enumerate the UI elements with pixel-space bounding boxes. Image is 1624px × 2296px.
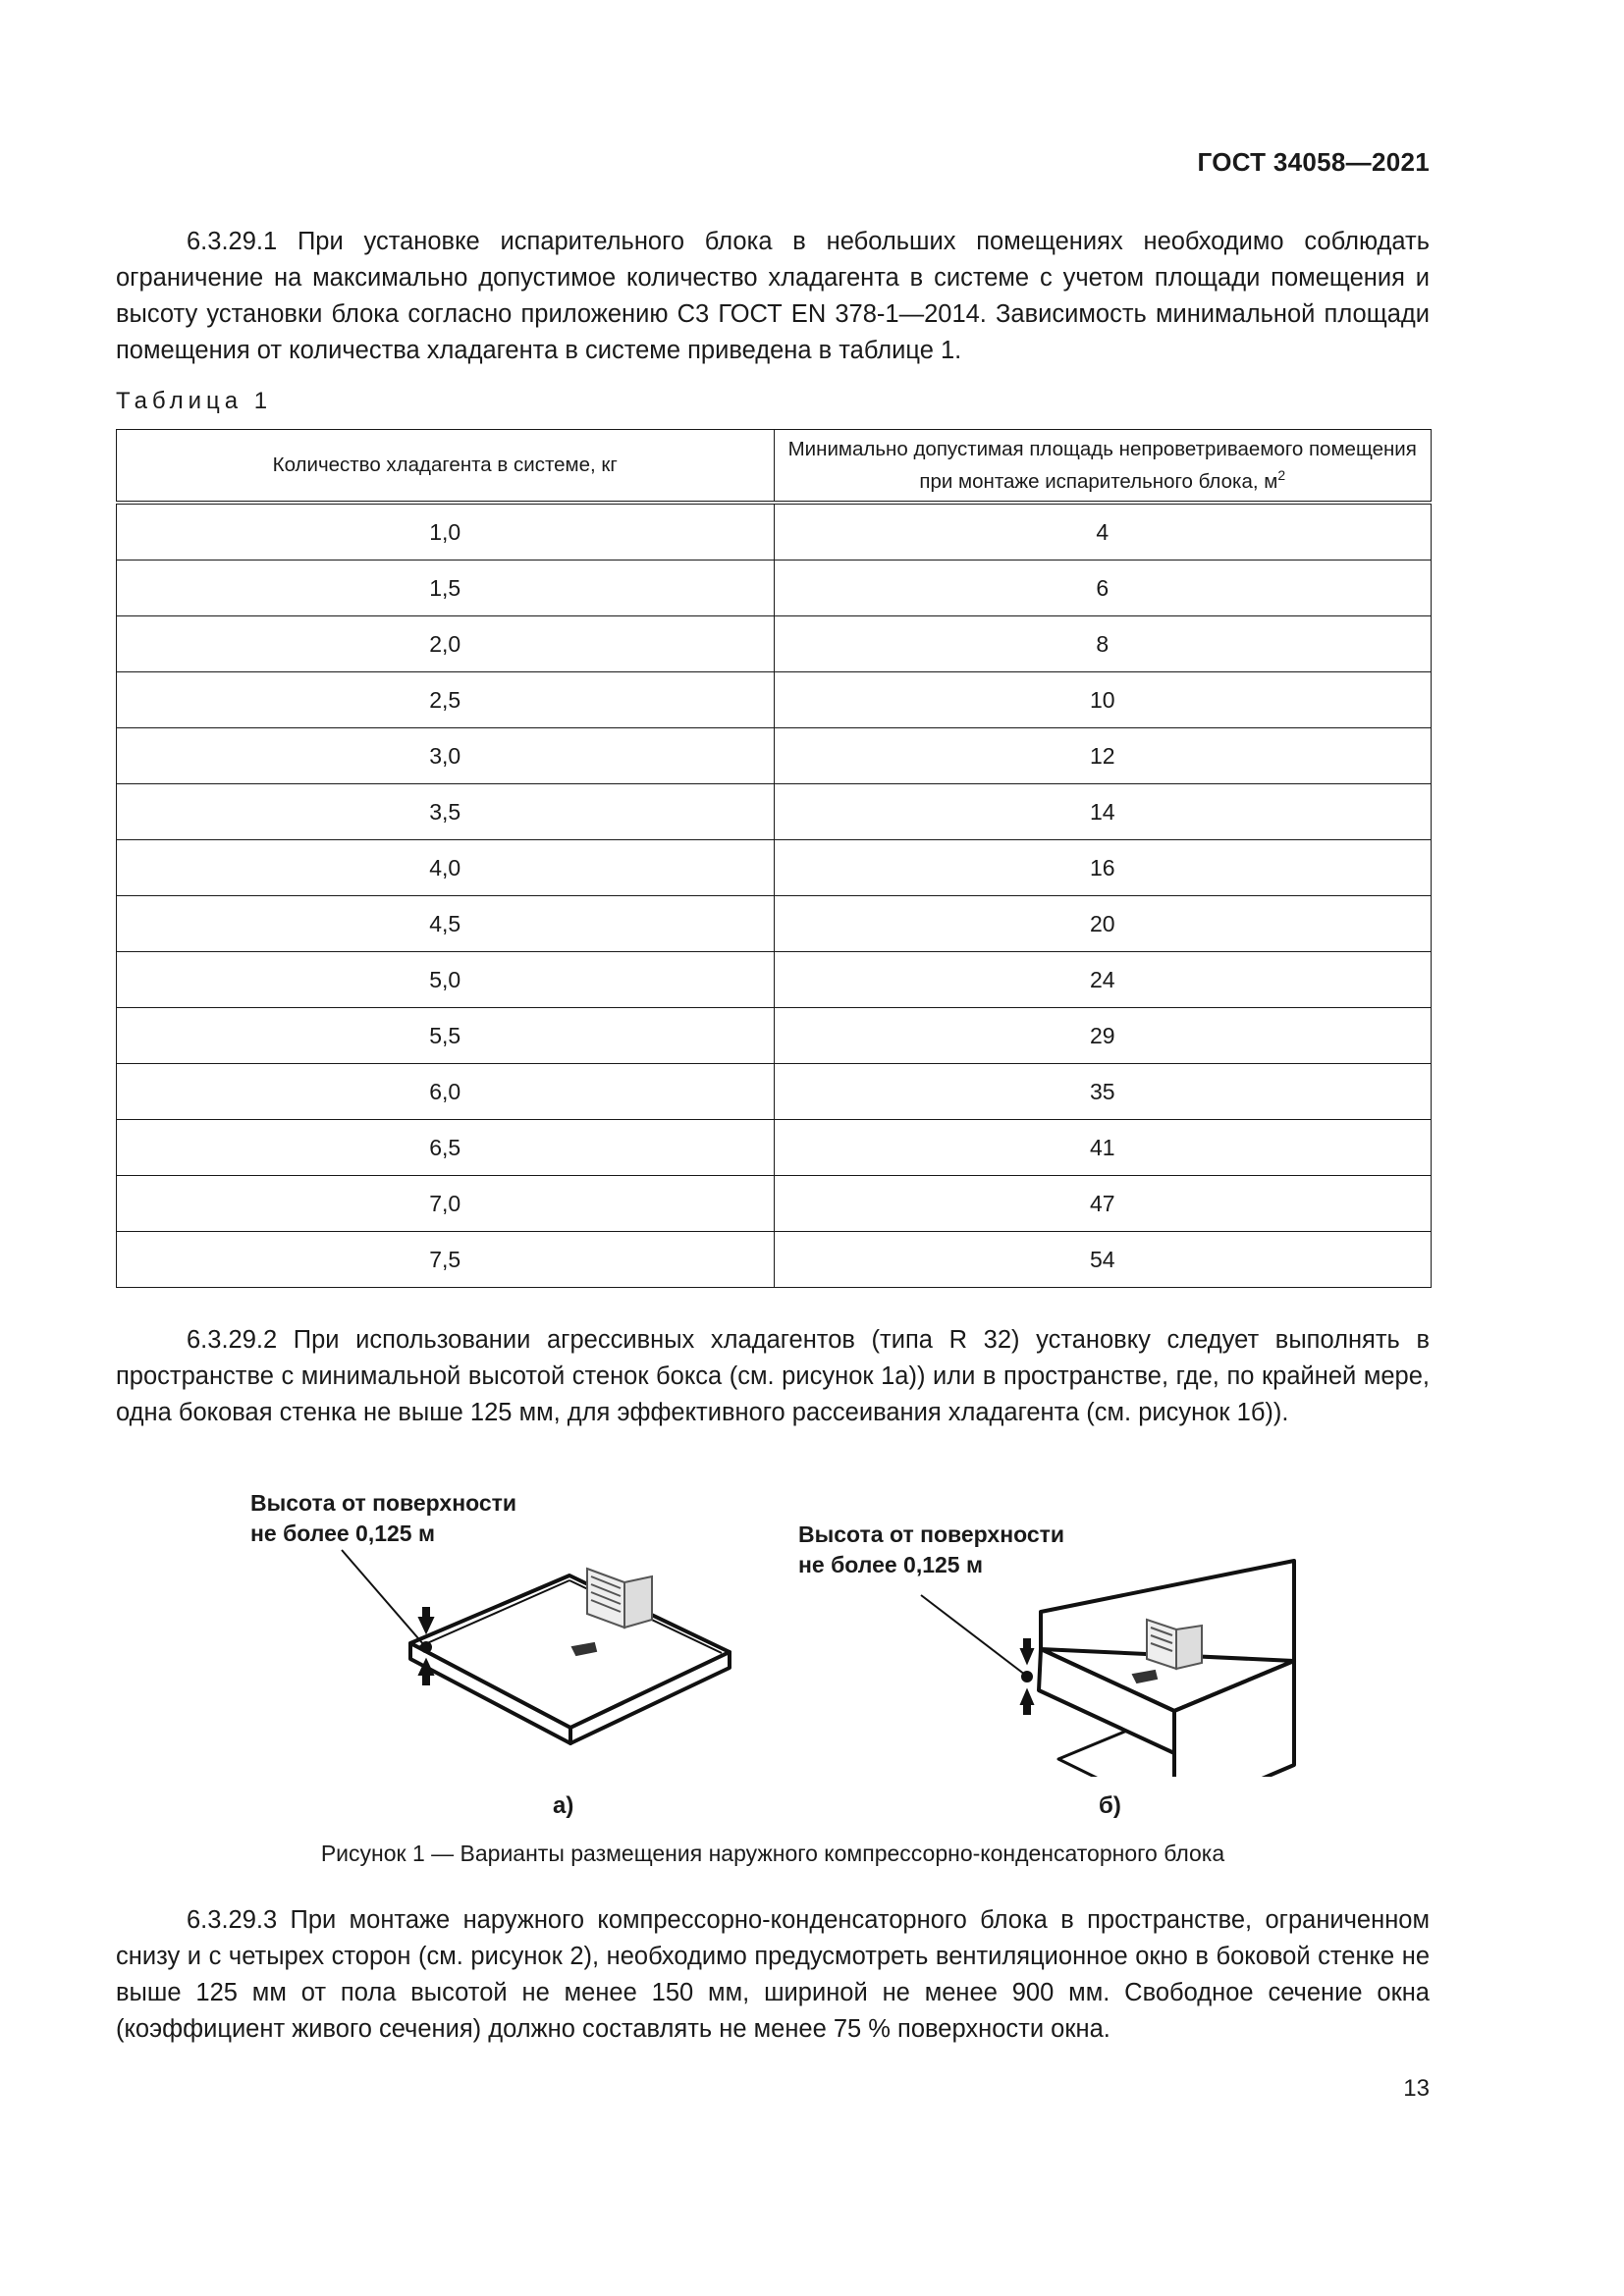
- table-row: [117, 672, 1432, 728]
- figure-label-b: Высота от поверхности не более 0,125 м: [798, 1522, 1065, 1577]
- cell-charge: 5,5: [117, 1008, 775, 1064]
- table-row: [117, 1176, 1432, 1232]
- cell-charge: 1,0: [117, 503, 775, 561]
- cell-area: 29: [774, 1008, 1432, 1064]
- cell-area: 41: [774, 1120, 1432, 1176]
- cell-area: 20: [774, 896, 1432, 952]
- cell-charge: 2,5: [117, 672, 775, 728]
- paragraph-6-3-29-3: 6.3.29.3 При монтаже наружного компрессорно-конденсаторного блока в пространстве, ограниченном снизу и с четырех сторон (см. рисунок 2), необходимо предусмотреть вентиляционное окно в боковой стенке не выше 125 мм от пола высотой не менее 150 мм, шириной не менее 900 мм. Свободное сечение окна (коэффициент живого сечения) должно составлять не менее 75 % поверхности окна.: [116, 1906, 1430, 2043]
- table-row: [117, 503, 1432, 561]
- cell-area: 10: [774, 672, 1432, 728]
- table-row: [117, 616, 1432, 672]
- table-caption: Таблица 1: [116, 388, 273, 414]
- table-row: [117, 1232, 1432, 1288]
- cell-area: 4: [774, 503, 1432, 561]
- table-row: [117, 840, 1432, 896]
- page-number: 13: [1403, 2075, 1430, 2102]
- cell-charge: 6,0: [117, 1064, 775, 1120]
- cell-area: 35: [774, 1064, 1432, 1120]
- cell-area: 14: [774, 784, 1432, 840]
- subfigure-label-a: а): [553, 1792, 574, 1819]
- superscript: 2: [1277, 466, 1286, 483]
- figure-label-a: Высота от поверхности не более 0,125 м: [250, 1490, 517, 1546]
- table-header-area: Минимально допустимая площадь непроветриваемого помещения при монтаже испарительного блока, $м^2$: [774, 430, 1432, 504]
- table-row: [117, 561, 1432, 616]
- cell-charge: 7,0: [117, 1176, 775, 1232]
- table-row: [117, 728, 1432, 784]
- table-row: [117, 784, 1432, 840]
- drawing-a-low-box: [410, 1575, 730, 1743]
- figure-caption: Рисунок 1 — Варианты размещения наружного компрессорно-конденсаторного блока: [320, 1841, 1225, 1866]
- cell-charge: 2,0: [117, 616, 775, 672]
- table-header-charge: Количество хладагента в системе, кг: [117, 430, 775, 504]
- cell-area: 24: [774, 952, 1432, 1008]
- table-row: [117, 1064, 1432, 1120]
- cell-area: 47: [774, 1176, 1432, 1232]
- table-row: [117, 896, 1432, 952]
- cell-charge: 3,0: [117, 728, 775, 784]
- paragraph-6-3-29-2: 6.3.29.2 При использовании агрессивных хладагентов (типа R 32) установку следует выполнять в пространстве с минимальной высотой стенок бокса (см. рисунок 1а)) или в пространстве, где, по крайней мере, одна боковая стенка не выше 125 мм, для эффективного рассеивания хладагента (см. рисунок 1б)).: [116, 1326, 1430, 1426]
- cell-charge: 3,5: [117, 784, 775, 840]
- cell-charge: 6,5: [117, 1120, 775, 1176]
- table-row: [117, 1008, 1432, 1064]
- figure-1: [116, 1482, 1430, 1826]
- cell-charge: 5,0: [117, 952, 775, 1008]
- drawing-b-high-box: [1039, 1561, 1294, 1777]
- leader-line-b: [921, 1595, 1033, 1714]
- cell-area: 16: [774, 840, 1432, 896]
- paragraph-6-3-29-1: 6.3.29.1 При установке испарительного блока в небольших помещениях необходимо соблюдать ограничение на максимально допустимое количество хладагента в системе с учетом площади помещения и высоту установки блока согласно приложению С3 ГОСТ EN 378-1—2014. Зависимость минимальной площади помещения от количества хладагента в системе приведена в таблице 1.: [116, 228, 1430, 364]
- cell-charge: 7,5: [117, 1232, 775, 1288]
- document-header: ГОСТ 34058—2021: [1197, 147, 1430, 177]
- figure-drawings: [116, 1482, 1430, 1777]
- refrigerant-area-table: [116, 429, 1432, 1288]
- cell-area: 12: [774, 728, 1432, 784]
- cell-charge: 4,5: [117, 896, 775, 952]
- subfigure-label-b: б): [1099, 1792, 1121, 1819]
- table-header-row: [117, 430, 1432, 504]
- cell-charge: 4,0: [117, 840, 775, 896]
- cell-area: 54: [774, 1232, 1432, 1288]
- cell-area: 8: [774, 616, 1432, 672]
- table-row: [117, 952, 1432, 1008]
- table-row: [117, 1120, 1432, 1176]
- cell-charge: 1,5: [117, 561, 775, 616]
- table-body: [117, 503, 1432, 1288]
- cell-area: 6: [774, 561, 1432, 616]
